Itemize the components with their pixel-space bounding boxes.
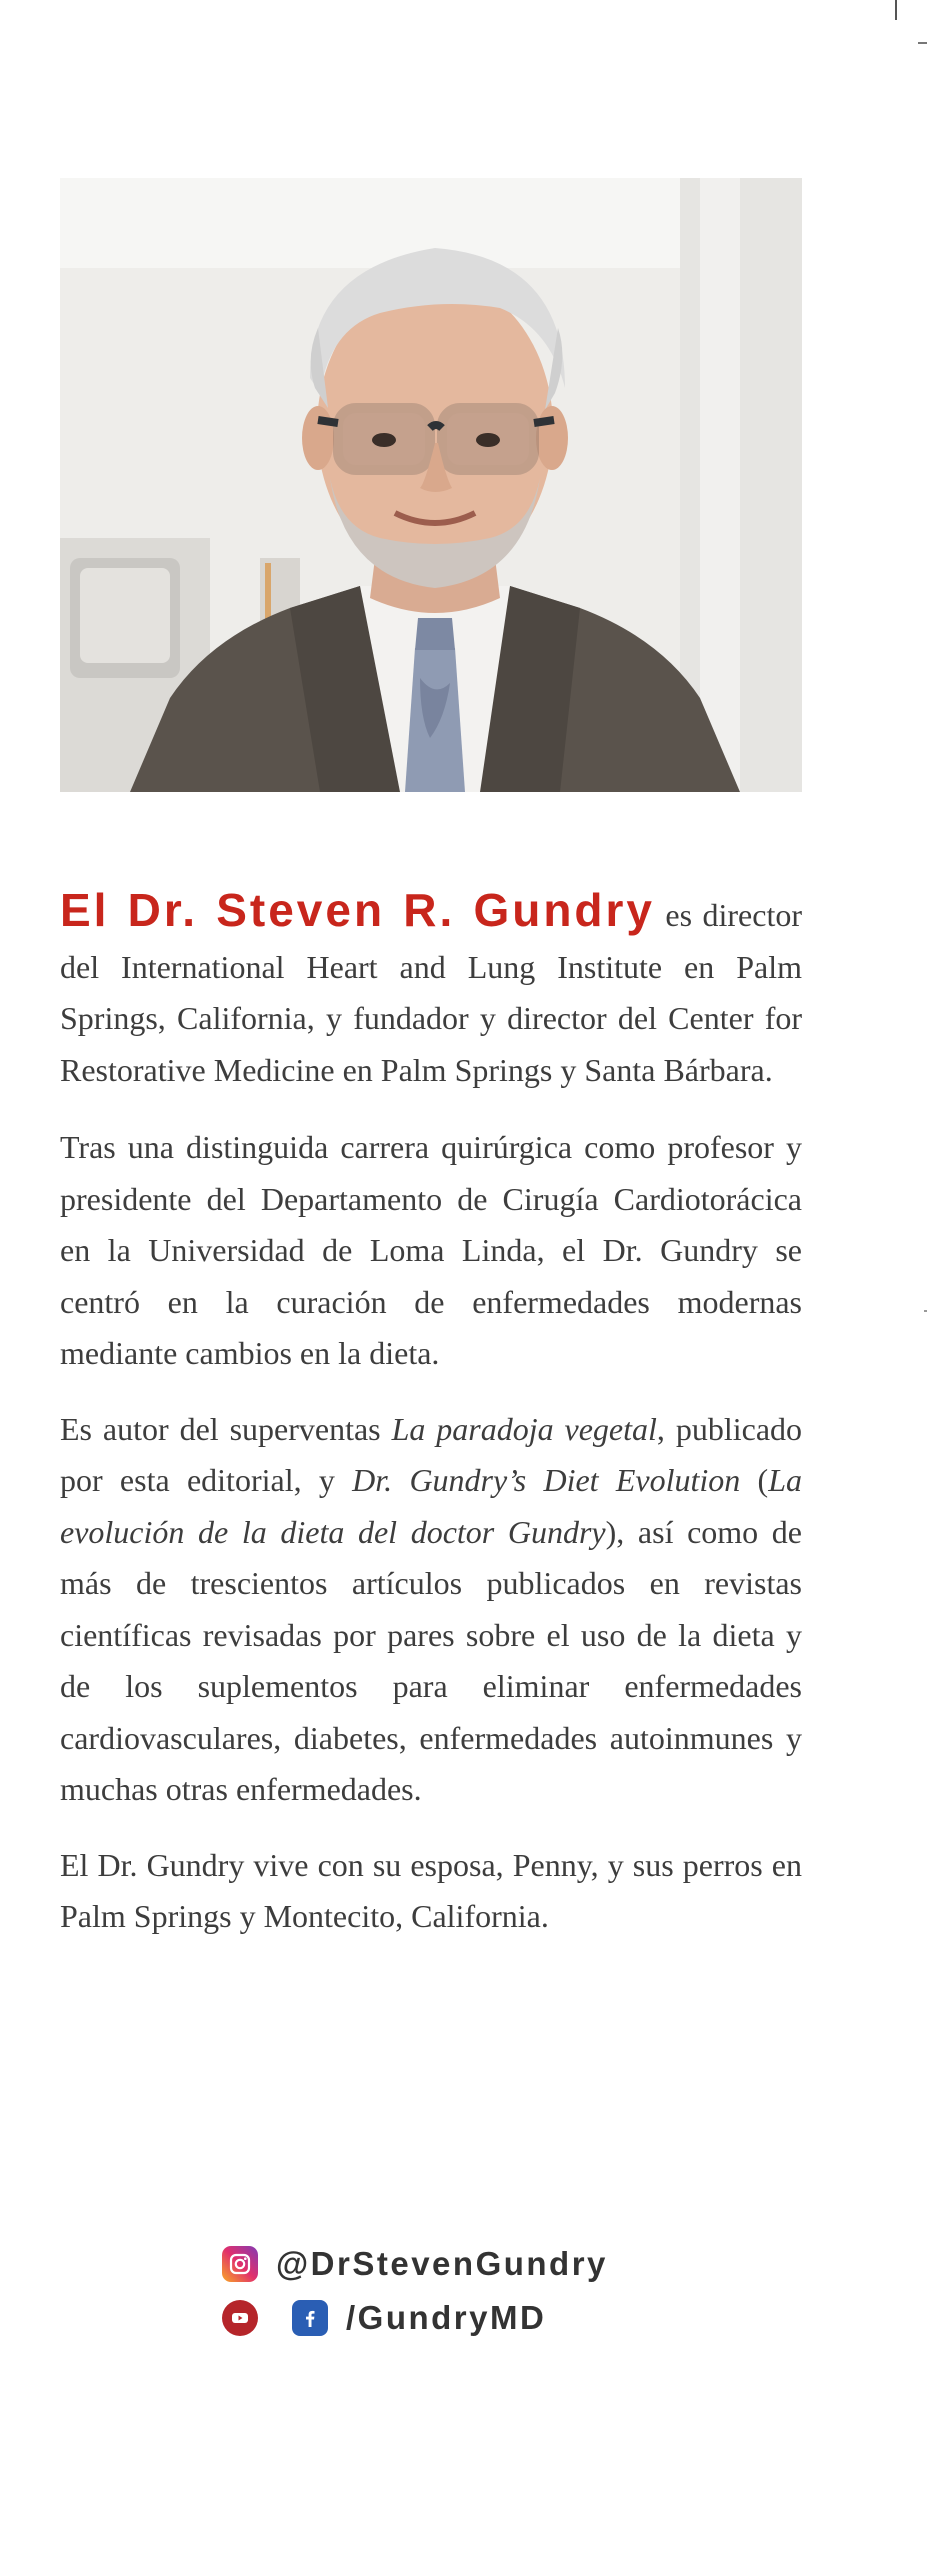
author-photo (60, 178, 802, 792)
bio-paragraph-1 (60, 885, 802, 1096)
book-title-diet-evolution: Dr. Gundry’s Diet Evolution (352, 1462, 741, 1498)
instagram-icon (222, 2246, 258, 2282)
bio-paragraph-1-text: es director del International Heart and Lung Institute en Palm Springs, California, y fundador y director del Center for Restorative Medicine en Palm Springs y Santa Bárbara. (60, 897, 802, 1088)
youtube-icon (222, 2300, 258, 2336)
bio-paragraph-4: El Dr. Gundry vive con su esposa, Penny, y sus perros en Palm Springs y Montecito, California. (60, 1846, 802, 1934)
author-name-heading: El Dr. Steven R. Gundry (60, 884, 656, 936)
book-title-paradoja-vegetal: La paradoja vegetal (391, 1410, 657, 1447)
author-bio (60, 885, 802, 1967)
social-links (222, 2242, 608, 2350)
book-title-evolucion-dieta: La evolución de la dieta del doctor Gundry (60, 1462, 803, 1550)
bio-paragraph-3-part-d: ), así como de más de trescientos artículos publicados en revistas científicas revisadas por pares sobre el uso de la dieta y de los suplementos para eliminar enfermedades cardiovasculares, diabetes, enfermedades autoinmunes y muchas otras enfermedades. (60, 1513, 802, 1807)
crop-mark-vertical (895, 0, 897, 20)
social-row-instagram (222, 2242, 608, 2286)
bio-paragraph-3 (60, 1404, 802, 1816)
instagram-handle: @DrStevenGundry (276, 2245, 608, 2282)
bio-paragraph-3-part-c: ( (740, 1462, 769, 1498)
gundrymd-handle: /GundryMD (346, 2299, 547, 2336)
bio-paragraph-3-part-a: Es autor del superventas (60, 1410, 392, 1447)
crop-mark-horizontal (918, 42, 927, 44)
social-row-youtube-facebook (222, 2296, 608, 2340)
facebook-icon (292, 2300, 328, 2336)
bio-paragraph-2: Tras una distinguida carrera quirúrgica como profesor y presidente del Departamento de Cirugía Cardiotorácica en la Universidad de Loma Linda, el Dr. Gundry se centró en la curación de enfermedades modernas mediante cambios en la dieta. (60, 1129, 802, 1371)
bio-paragraph-3-part-b: , publicado por esta editorial, y (60, 1410, 803, 1498)
